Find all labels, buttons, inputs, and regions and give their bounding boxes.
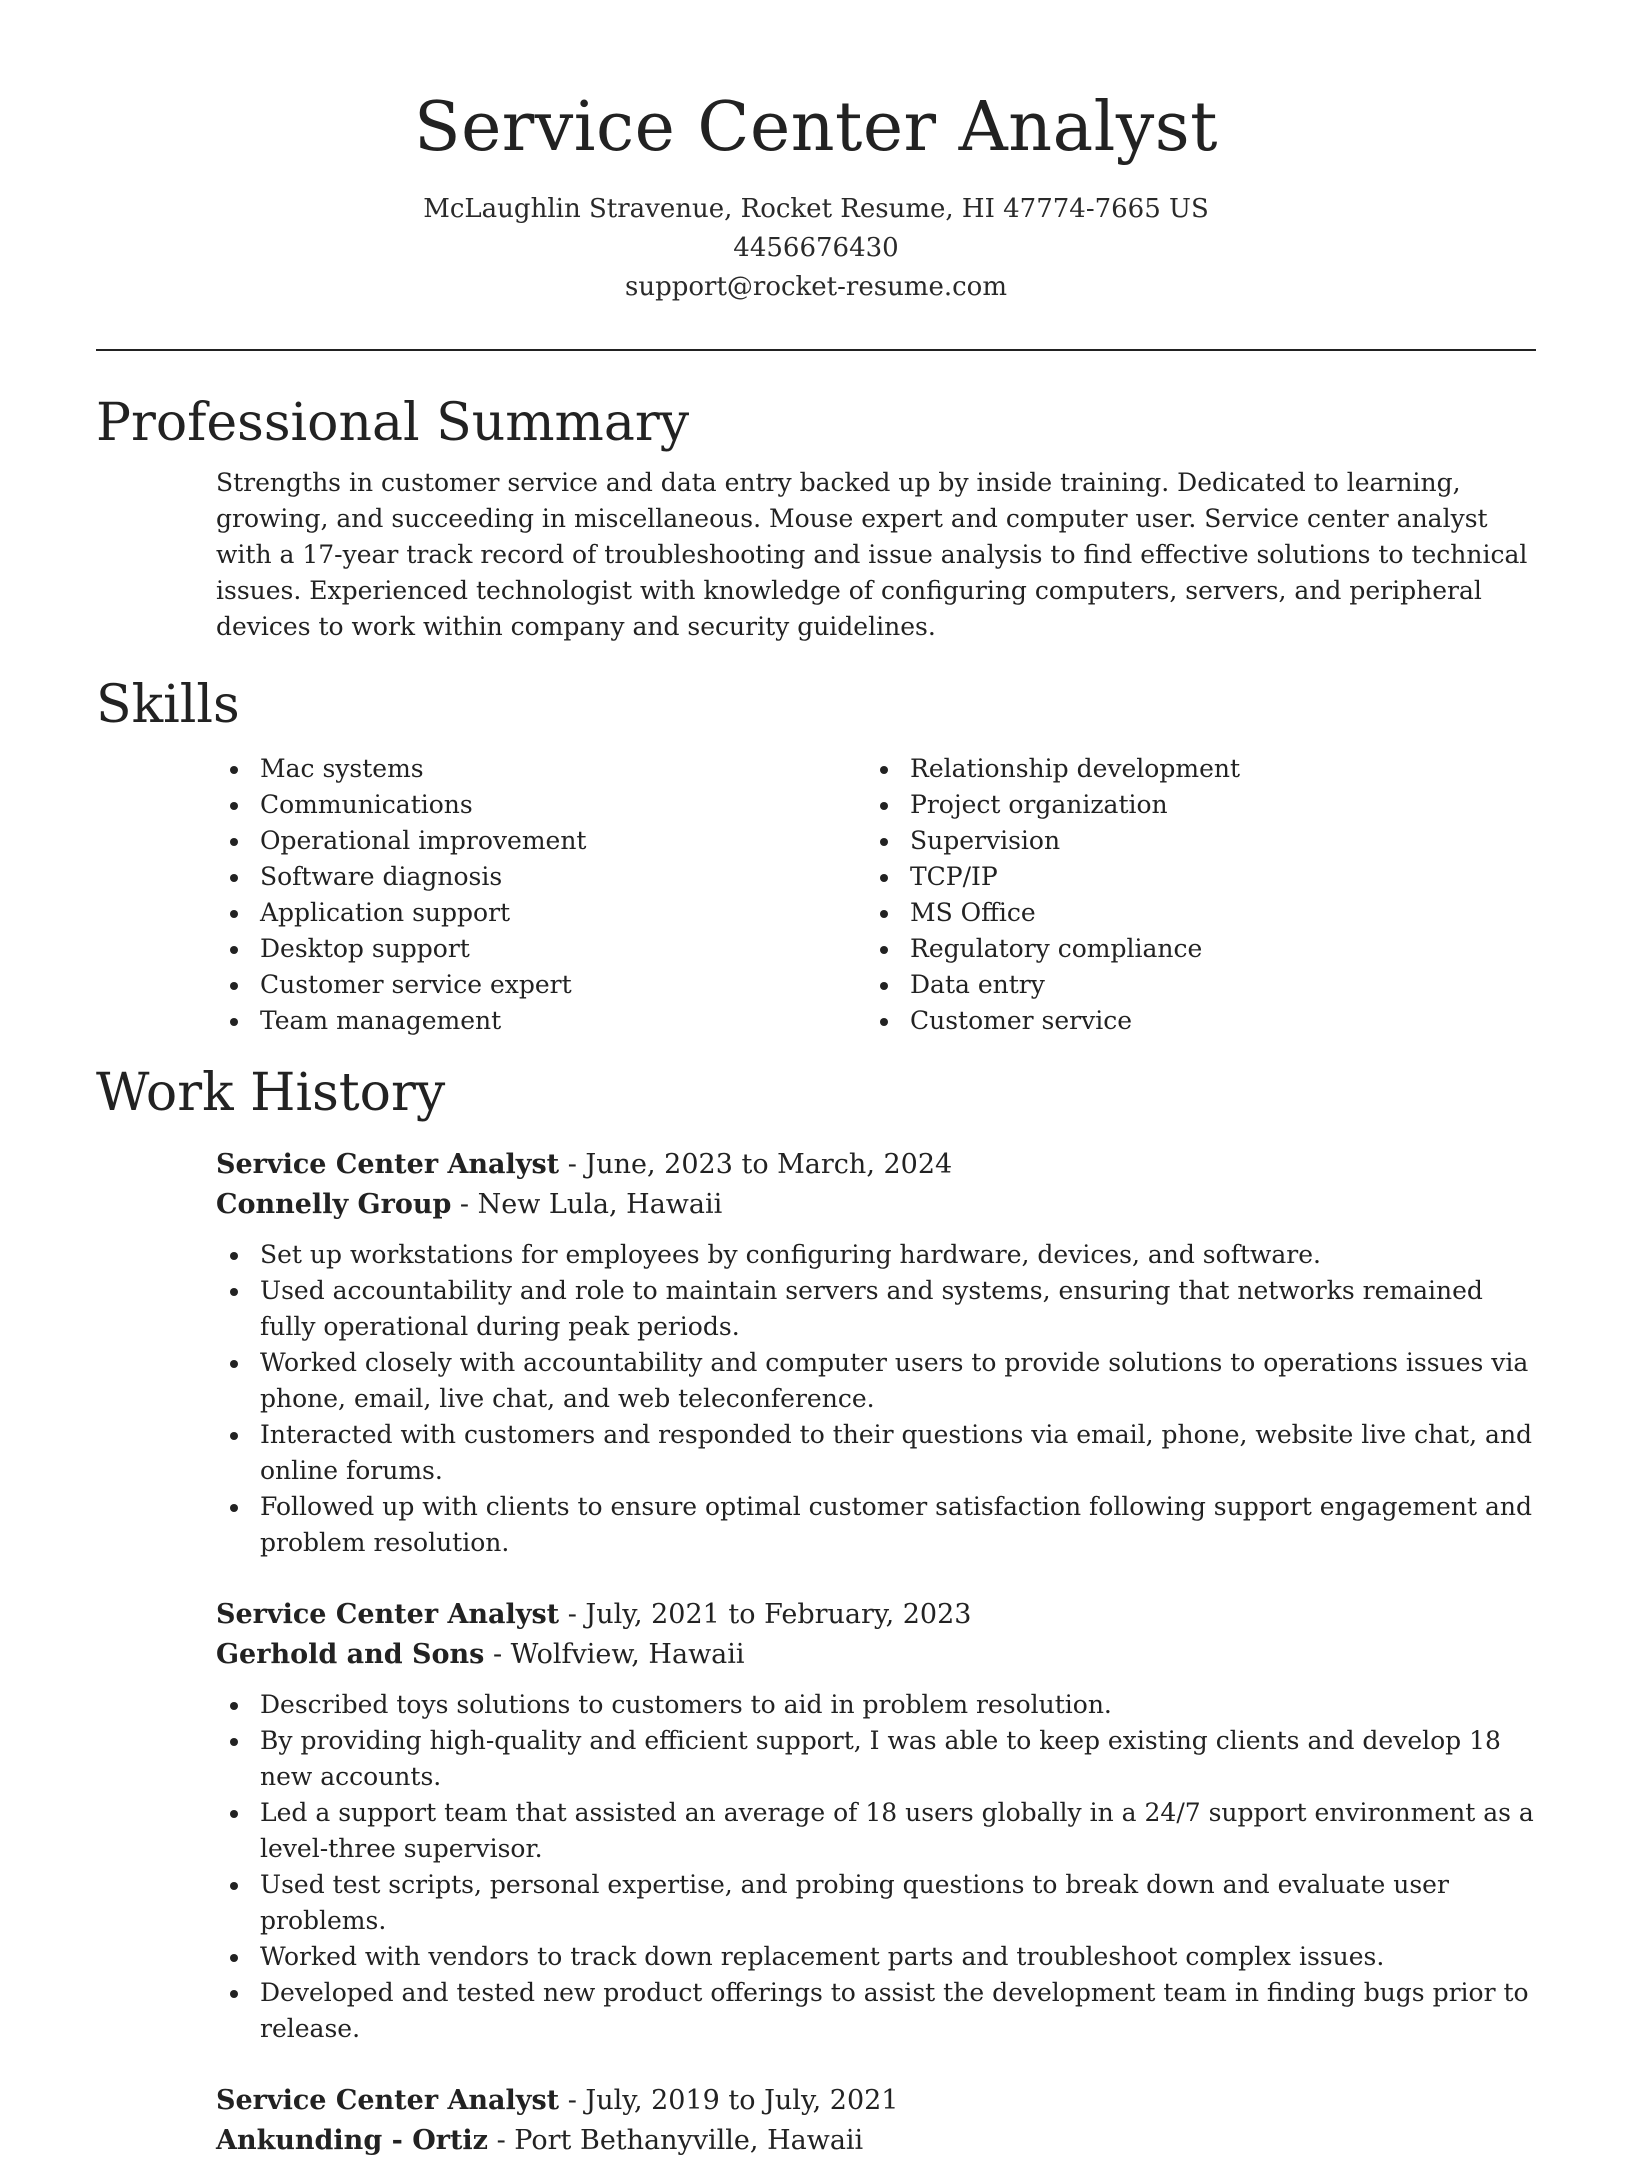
summary-text: Strengths in customer service and data entry backed up by inside training. Dedicated to learning, growing, and succeeding in miscellaneous. Mouse expert and computer user. Service center analyst with a 17-year track record of troubleshooting and issue analysis to find effective solutions to technical issues. Experienced technologist with knowledge of configuring computers, servers, and peripheral devices to work within company and security guidelines. — [216, 468, 1528, 641]
skill-item: Project organization — [866, 787, 1516, 823]
skill-item: Desktop support — [216, 931, 866, 967]
job-location: - New Lula, Hawaii — [451, 1189, 723, 1220]
skills-column-right — [866, 751, 1516, 1039]
job-company-line — [216, 1185, 1536, 1225]
duty-item: Interacted with customers and responded to their questions via email, phone, website live chat, and online forums. — [216, 1417, 1536, 1489]
skill-item: MS Office — [866, 895, 1516, 931]
job-title-line — [216, 2081, 1536, 2121]
job-title-line — [216, 1595, 1536, 1635]
section-title-skills: Skills — [96, 675, 240, 735]
job-company-line — [216, 1635, 1536, 1675]
job-duties — [216, 1237, 1536, 1561]
job-dates: - June, 2023 to March, 2024 — [559, 1149, 953, 1180]
section-title-summary: Professional Summary — [96, 393, 690, 453]
skill-item: Communications — [216, 787, 866, 823]
duty-item: Used accountability and role to maintain servers and systems, ensuring that networks remained fully operational during peak periods. — [216, 1273, 1536, 1345]
duty-item: Developed and tested new product offerings to assist the development team in finding bugs prior to release. — [216, 1975, 1536, 2047]
resume-page — [96, 0, 1536, 2161]
skill-item: Software diagnosis — [216, 859, 866, 895]
job-duties — [216, 1687, 1536, 2047]
skill-item: Customer service expert — [216, 967, 866, 1003]
job-title: Service Center Analyst — [216, 1149, 560, 1180]
job-title: Service Center Analyst — [216, 2085, 560, 2116]
duty-item: Worked closely with accountability and computer users to provide solutions to operations issues via phone, email, live chat, and web teleconference. — [216, 1345, 1536, 1417]
duty-item: Set up workstations for employees by configuring hardware, devices, and software. — [216, 1237, 1536, 1273]
section-title-work: Work History — [96, 1063, 446, 1123]
work-history-section — [96, 1061, 1536, 2161]
job-company: Ankunding - Ortiz — [216, 2125, 489, 2156]
job-dates: - July, 2021 to February, 2023 — [559, 1599, 972, 1630]
email: support@rocket-resume.com — [624, 272, 1007, 302]
skill-item: TCP/IP — [866, 859, 1516, 895]
skill-item: Regulatory compliance — [866, 931, 1516, 967]
skills-section — [96, 673, 1536, 1039]
skill-item: Application support — [216, 895, 866, 931]
job-title: Service Center Analyst — [216, 1599, 560, 1630]
job-dates: - July, 2019 to July, 2021 — [559, 2085, 899, 2116]
job-entry — [216, 1595, 1536, 2047]
skill-item: Supervision — [866, 823, 1516, 859]
header-divider — [96, 349, 1536, 351]
candidate-name: Service Center Analyst — [413, 88, 1219, 167]
job-location: - Port Bethanyville, Hawaii — [488, 2125, 864, 2156]
duty-item: Led a support team that assisted an average of 18 users globally in a 24/7 support environment as a level-three supervisor. — [216, 1795, 1536, 1867]
job-entry — [216, 2081, 1536, 2161]
skills-column-left — [216, 751, 866, 1039]
professional-summary-section — [96, 391, 1536, 645]
duty-item: By providing high-quality and efficient support, I was able to keep existing clients and develop 18 new accounts. — [216, 1723, 1536, 1795]
job-title-line — [216, 1145, 1536, 1185]
job-location: - Wolfview, Hawaii — [484, 1639, 745, 1670]
skills-grid — [216, 751, 1536, 1039]
duty-item: Described toys solutions to customers to aid in problem resolution. — [216, 1687, 1536, 1723]
duty-item: Followed up with clients to ensure optimal customer satisfaction following support engagement and problem resolution. — [216, 1489, 1536, 1561]
skill-item: Team management — [216, 1003, 866, 1039]
phone: 4456676430 — [733, 233, 899, 263]
skill-item: Relationship development — [866, 751, 1516, 787]
job-company: Gerhold and Sons — [216, 1639, 485, 1670]
address: McLaughlin Stravenue, Rocket Resume, HI 47774-7665 US — [423, 194, 1209, 224]
job-entry — [216, 1145, 1536, 1561]
resume-header — [96, 0, 1536, 307]
job-company-line — [216, 2121, 1536, 2161]
contact-info — [96, 190, 1536, 307]
skill-item: Data entry — [866, 967, 1516, 1003]
skill-item: Mac systems — [216, 751, 866, 787]
duty-item: Used test scripts, personal expertise, and probing questions to break down and evaluate user problems. — [216, 1867, 1536, 1939]
duty-item: Worked with vendors to track down replacement parts and troubleshoot complex issues. — [216, 1939, 1536, 1975]
skill-item: Operational improvement — [216, 823, 866, 859]
job-company: Connelly Group — [216, 1189, 452, 1220]
skill-item: Customer service — [866, 1003, 1516, 1039]
